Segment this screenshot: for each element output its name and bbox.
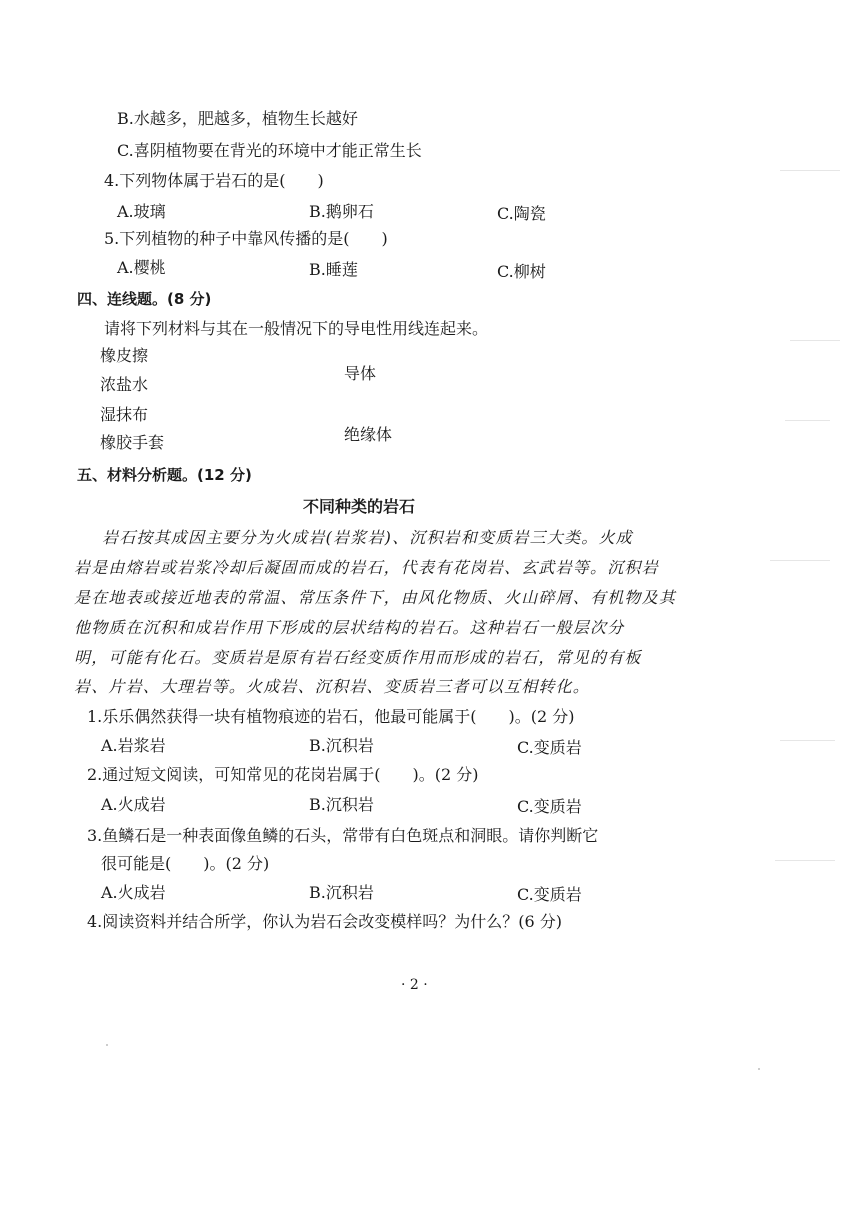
- option-b-line: B.水越多，肥越多，植物生长越好: [117, 109, 358, 128]
- question-5-3-line1: 3.鱼鳞石是一种表面像鱼鳞的石头，常带有白色斑点和洞眼。请你判断它: [87, 826, 599, 845]
- option-5-1-b: B.沉积岩: [309, 736, 374, 755]
- option-3-4-a: A.玻璃: [117, 202, 166, 221]
- bleed-through-mark: [785, 420, 830, 421]
- question-3-4: 4.下列物体属于岩石的是( ): [104, 171, 324, 190]
- option-5-3-a: A.火成岩: [101, 883, 166, 902]
- question-5-3-line2: 很可能是( )。(2 分): [101, 854, 270, 873]
- material-item: 浓盐水: [100, 375, 149, 394]
- target-item: 绝缘体: [344, 425, 393, 444]
- passage-line: 他物质在沉积和成岩作用下形成的层状结构的岩石。这种岩石一般层次分: [74, 618, 625, 637]
- option-c-line: C.喜阴植物要在背光的环境中才能正常生长: [117, 141, 422, 160]
- option-5-1-a: A.岩浆岩: [101, 736, 166, 755]
- option-5-2-b: B.沉积岩: [309, 795, 374, 814]
- option-5-2-c: C.变质岩: [517, 797, 582, 816]
- option-3-5-a: A.樱桃: [117, 258, 166, 277]
- option-5-3-c: C.变质岩: [517, 885, 582, 904]
- passage-line: 岩、片岩、大理岩等。火成岩、沉积岩、变质岩三者可以互相转化。: [74, 677, 591, 696]
- passage-line: 岩石按其成因主要分为火成岩(岩浆岩)、沉积岩和变质岩三大类。火成: [102, 528, 633, 547]
- option-3-4-b: B.鹅卵石: [309, 202, 374, 221]
- material-item: 橡皮擦: [100, 346, 149, 365]
- material-item: 橡胶手套: [100, 433, 165, 452]
- section-4-heading: 四、连线题。(8 分): [77, 290, 212, 308]
- bleed-through-mark: [780, 170, 840, 171]
- bleed-through-mark: [775, 860, 835, 861]
- passage-line: 岩是由熔岩或岩浆冷却后凝固而成的岩石，代表有花岗岩、玄武岩等。沉积岩: [74, 558, 659, 577]
- question-5-1: 1.乐乐偶然获得一块有植物痕迹的岩石，他最可能属于( )。(2 分): [87, 707, 575, 726]
- passage-line: 是在地表或接近地表的常温、常压条件下，由风化物质、火山碎屑、有机物及其: [74, 588, 677, 607]
- material-item: 湿抹布: [100, 405, 149, 424]
- option-3-4-c: C.陶瓷: [497, 204, 546, 223]
- section-5-heading: 五、材料分析题。(12 分): [77, 466, 252, 484]
- passage-title: 不同种类的岩石: [303, 497, 416, 516]
- question-3-5: 5.下列植物的种子中靠风传播的是( ): [104, 229, 388, 248]
- scan-speck: [758, 1068, 760, 1070]
- bleed-through-mark: [770, 560, 830, 561]
- question-5-4: 4.阅读资料并结合所学，你认为岩石会改变模样吗？为什么？(6 分): [87, 912, 563, 931]
- option-3-5-b: B.睡莲: [309, 260, 358, 279]
- scan-speck: [106, 1044, 108, 1046]
- option-3-5-c: C.柳树: [497, 262, 546, 281]
- target-item: 导体: [344, 364, 377, 383]
- option-5-1-c: C.变质岩: [517, 738, 582, 757]
- page-number: · 2 ·: [401, 977, 428, 993]
- bleed-through-mark: [780, 740, 835, 741]
- option-5-2-a: A.火成岩: [101, 795, 166, 814]
- section-4-instruction: 请将下列材料与其在一般情况下的导电性用线连起来。: [104, 319, 489, 338]
- passage-line: 明，可能有化石。变质岩是原有岩石经变质作用而形成的岩石，常见的有板: [74, 648, 642, 667]
- option-5-3-b: B.沉积岩: [309, 883, 374, 902]
- question-5-2: 2.通过短文阅读，可知常见的花岗岩属于( )。(2 分): [87, 765, 479, 784]
- bleed-through-mark: [790, 340, 840, 341]
